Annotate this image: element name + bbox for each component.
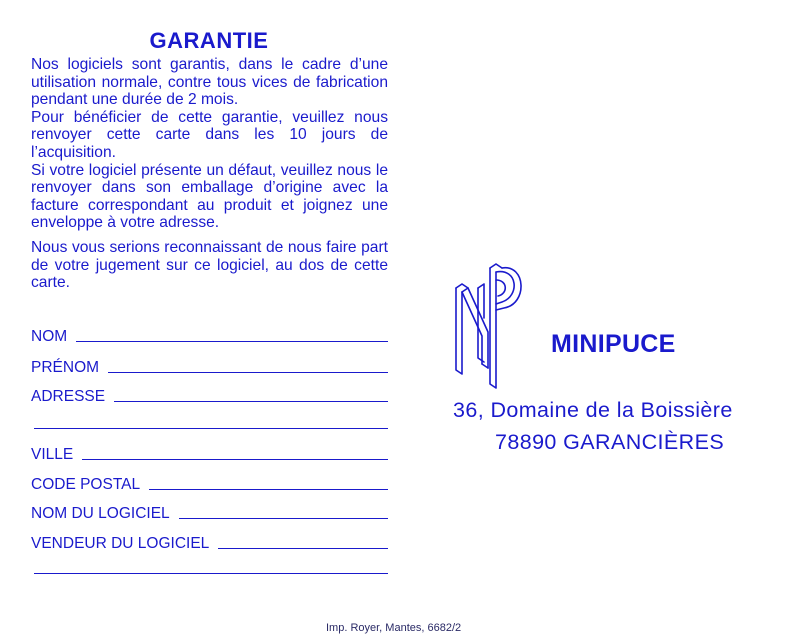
- warranty-paragraph-defect: Si votre logiciel présente un défaut, veuillez nous le renvoyer dans son emballage d’origine avec la facture correspondant au produit et joignez une enveloppe à votre adresse.: [31, 161, 388, 232]
- vendeur-line[interactable]: [218, 548, 388, 549]
- warranty-text: [31, 56, 388, 292]
- nom-logiciel-field[interactable]: [31, 505, 388, 522]
- code-postal-field[interactable]: [31, 476, 388, 493]
- company-name: MINIPUCE: [551, 330, 676, 358]
- warranty-title: GARANTIE: [149, 28, 269, 53]
- ville-label: VILLE: [31, 446, 74, 463]
- prenom-line[interactable]: [108, 372, 388, 373]
- company-address-street: 36, Domaine de la Boissière: [453, 398, 733, 422]
- mp-monogram-icon: [450, 258, 522, 390]
- nom-logiciel-line[interactable]: [179, 518, 388, 519]
- nom-label: NOM: [31, 328, 68, 345]
- adresse-label: ADRESSE: [31, 388, 106, 405]
- nom-logiciel-label: NOM DU LOGICIEL: [31, 505, 170, 522]
- nom-field[interactable]: [31, 328, 388, 345]
- code-postal-line[interactable]: [149, 489, 388, 490]
- vendeur-field[interactable]: [31, 535, 388, 552]
- warranty-paragraph-feedback: Nous vous serions reconnaissant de nous faire part de votre jugement sur ce logiciel, au dos de cette carte.: [31, 238, 388, 292]
- warranty-paragraph-coverage: Nos logiciels sont garantis, dans le cadre d’une utilisation normale, contre tous vices de fabrication pendant une durée de 2 mois.: [31, 56, 388, 109]
- adresse-line[interactable]: [114, 401, 388, 402]
- ville-line[interactable]: [82, 459, 388, 460]
- adresse-extra-line[interactable]: [34, 428, 388, 429]
- code-postal-label: CODE POSTAL: [31, 476, 141, 493]
- adresse-field[interactable]: [31, 388, 388, 405]
- vendeur-label: VENDEUR DU LOGICIEL: [31, 535, 210, 552]
- warranty-paragraph-return-card: Pour bénéficier de cette garantie, veuillez nous renvoyer cette carte dans les 10 jours de l’acquisition.: [31, 108, 388, 161]
- prenom-field[interactable]: [31, 359, 388, 376]
- company-address-city: 78890 GARANCIÈRES: [495, 430, 725, 454]
- nom-line[interactable]: [76, 341, 388, 342]
- ville-field[interactable]: [31, 446, 388, 463]
- prenom-label: PRÉNOM: [31, 359, 100, 376]
- vendeur-extra-line[interactable]: [34, 573, 388, 574]
- printer-imprint: Imp. Royer, Mantes, 6682/2: [326, 622, 462, 634]
